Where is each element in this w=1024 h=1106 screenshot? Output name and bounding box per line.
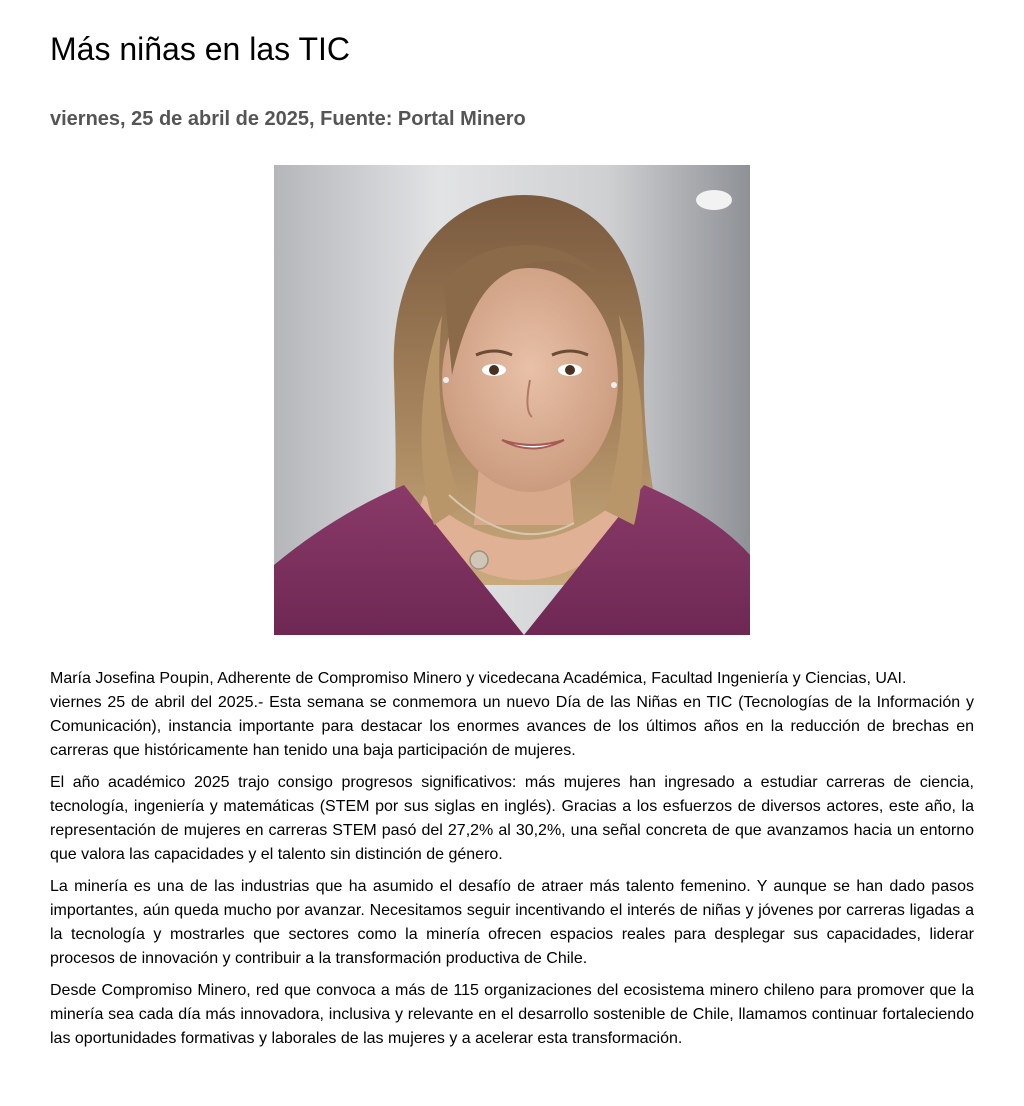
article-paragraph: La minería es una de las industrias que ha asumido el desafío de atraer más talento femenino. Y aunque se han dado pasos importantes, aún queda mucho por avanzar. Necesitamos seguir incentivando el interés de niñas y jóvenes por carreras ligadas a la tecnología y mostrarles que sectores como la minería ofrecen espacios reales para desplegar sus capacidades, liderar procesos de innovación y contribuir a la transformación productiva de Chile. (50, 878, 974, 967)
article-body (50, 667, 974, 1051)
article-paragraph: viernes 25 de abril del 2025.- Esta semana se conmemora un nuevo Día de las Niñas en TIC (Tecnologías de la Información y Comunicación), instancia importante para destacar los enormes avances de los últimos años en la reducción de brechas en carreras que históricamente han tenido una baja participación de mujeres. (50, 694, 974, 759)
photo-container (50, 165, 974, 635)
photo-caption: María Josefina Poupin, Adherente de Compromiso Minero y vicedecana Académica, Facultad Ingeniería y Ciencias, UAI. (50, 670, 907, 687)
portrait-photo (274, 165, 750, 635)
article-meta: viernes, 25 de abril de 2025, Fuente: Portal Minero (50, 108, 526, 130)
article-paragraph: El año académico 2025 trajo consigo progresos significativos: más mujeres han ingresado a estudiar carreras de ciencia, tecnología, ingeniería y matemáticas (STEM por sus siglas en inglés). Gracias a los esfuerzos de diversos actores, este año, la representación de mujeres en carreras STEM pasó del 27,2% al 30,2%, una señal concreta de que avanzamos hacia un entorno que valora las capacidades y el talento sin distinción de género. (50, 774, 974, 863)
article-title: Más niñas en las TIC (50, 31, 350, 67)
article-paragraph: Desde Compromiso Minero, red que convoca a más de 115 organizaciones del ecosistema minero chileno para promover que la minería sea cada día más innovadora, inclusiva y relevante en el desarrollo sostenible de Chile, llamamos continuar fortaleciendo las oportunidades formativas y laborales de las mujeres y a acelerar esta transformación. (50, 982, 974, 1047)
